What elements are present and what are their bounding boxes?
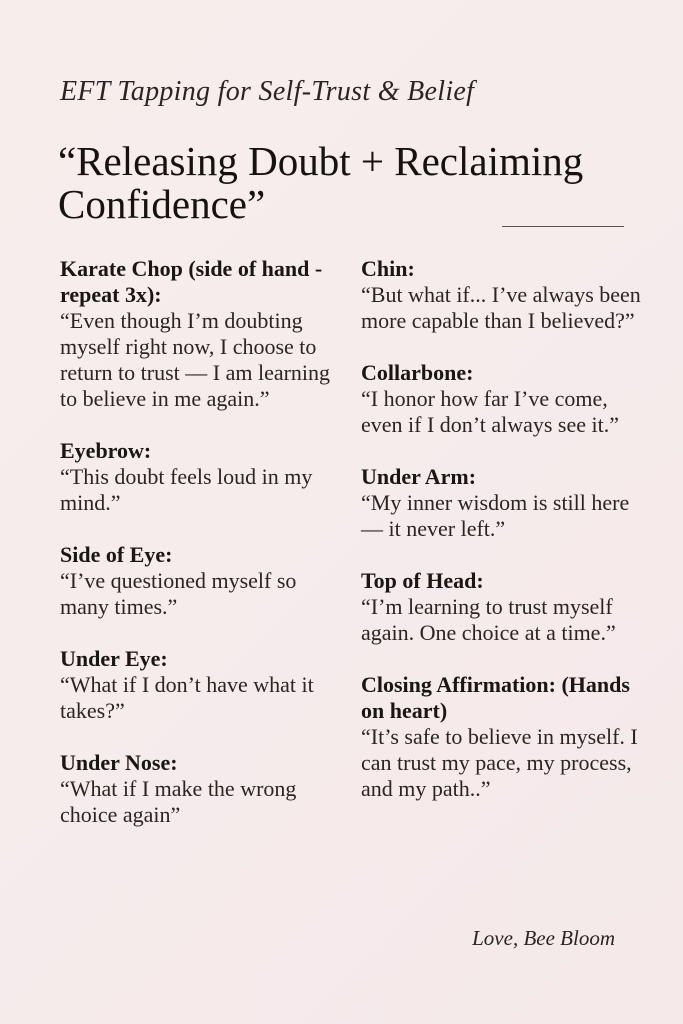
page-title: “Releasing Doubt + Reclaiming Confidence”: [58, 138, 584, 227]
point-label: Karate Chop (side of hand - repeat 3x):: [60, 256, 323, 307]
closing-affirmation: [361, 672, 641, 802]
tapping-point-collarbone: [361, 360, 641, 438]
point-label: Under Nose:: [60, 750, 178, 775]
point-label: Chin:: [361, 256, 415, 281]
page-subtitle: EFT Tapping for Self-Trust & Belief: [60, 76, 475, 107]
point-phrase: “But what if... I’ve always been more capable than I believed?”: [361, 282, 641, 333]
tapping-point-top-of-head: [361, 568, 641, 646]
point-label: Under Arm:: [361, 464, 477, 489]
signature: Love, Bee Bloom: [472, 926, 615, 950]
tapping-point-under-nose: [60, 750, 340, 828]
left-column: [60, 256, 340, 854]
point-phrase: “What if I make the wrong choice again”: [60, 776, 297, 827]
point-phrase: “I’m learning to trust myself again. One choice at a time.”: [361, 594, 616, 645]
point-phrase: “This doubt feels loud in my mind.”: [60, 464, 313, 515]
point-label: Eyebrow:: [60, 438, 152, 463]
title-underline: [502, 226, 624, 227]
point-phrase: “It’s safe to believe in myself. I can trust my pace, my process, and my path..”: [361, 724, 638, 801]
point-label: Side of Eye:: [60, 542, 173, 567]
tapping-point-under-eye: [60, 646, 340, 724]
point-phrase: “Even though I’m doubting myself right now, I choose to return to trust — I am learning to believe in me again.”: [60, 308, 331, 411]
point-label: Closing Affirmation: (Hands on heart): [361, 672, 630, 723]
tapping-point-under-arm: [361, 464, 641, 542]
point-phrase: “I’ve questioned myself so many times.”: [60, 568, 297, 619]
point-label: Under Eye:: [60, 646, 168, 671]
right-column: [361, 256, 641, 828]
point-label: Top of Head:: [361, 568, 484, 593]
point-phrase: “I honor how far I’ve come, even if I don’t always see it.”: [361, 386, 620, 437]
tapping-point-eyebrow: [60, 438, 340, 516]
tapping-point-side-of-eye: [60, 542, 340, 620]
tapping-point-chin: [361, 256, 641, 334]
point-phrase: “What if I don’t have what it takes?”: [60, 672, 314, 723]
tapping-point-karate-chop: [60, 256, 340, 412]
point-label: Collarbone:: [361, 360, 474, 385]
point-phrase: “My inner wisdom is still here — it never left.”: [361, 490, 630, 541]
